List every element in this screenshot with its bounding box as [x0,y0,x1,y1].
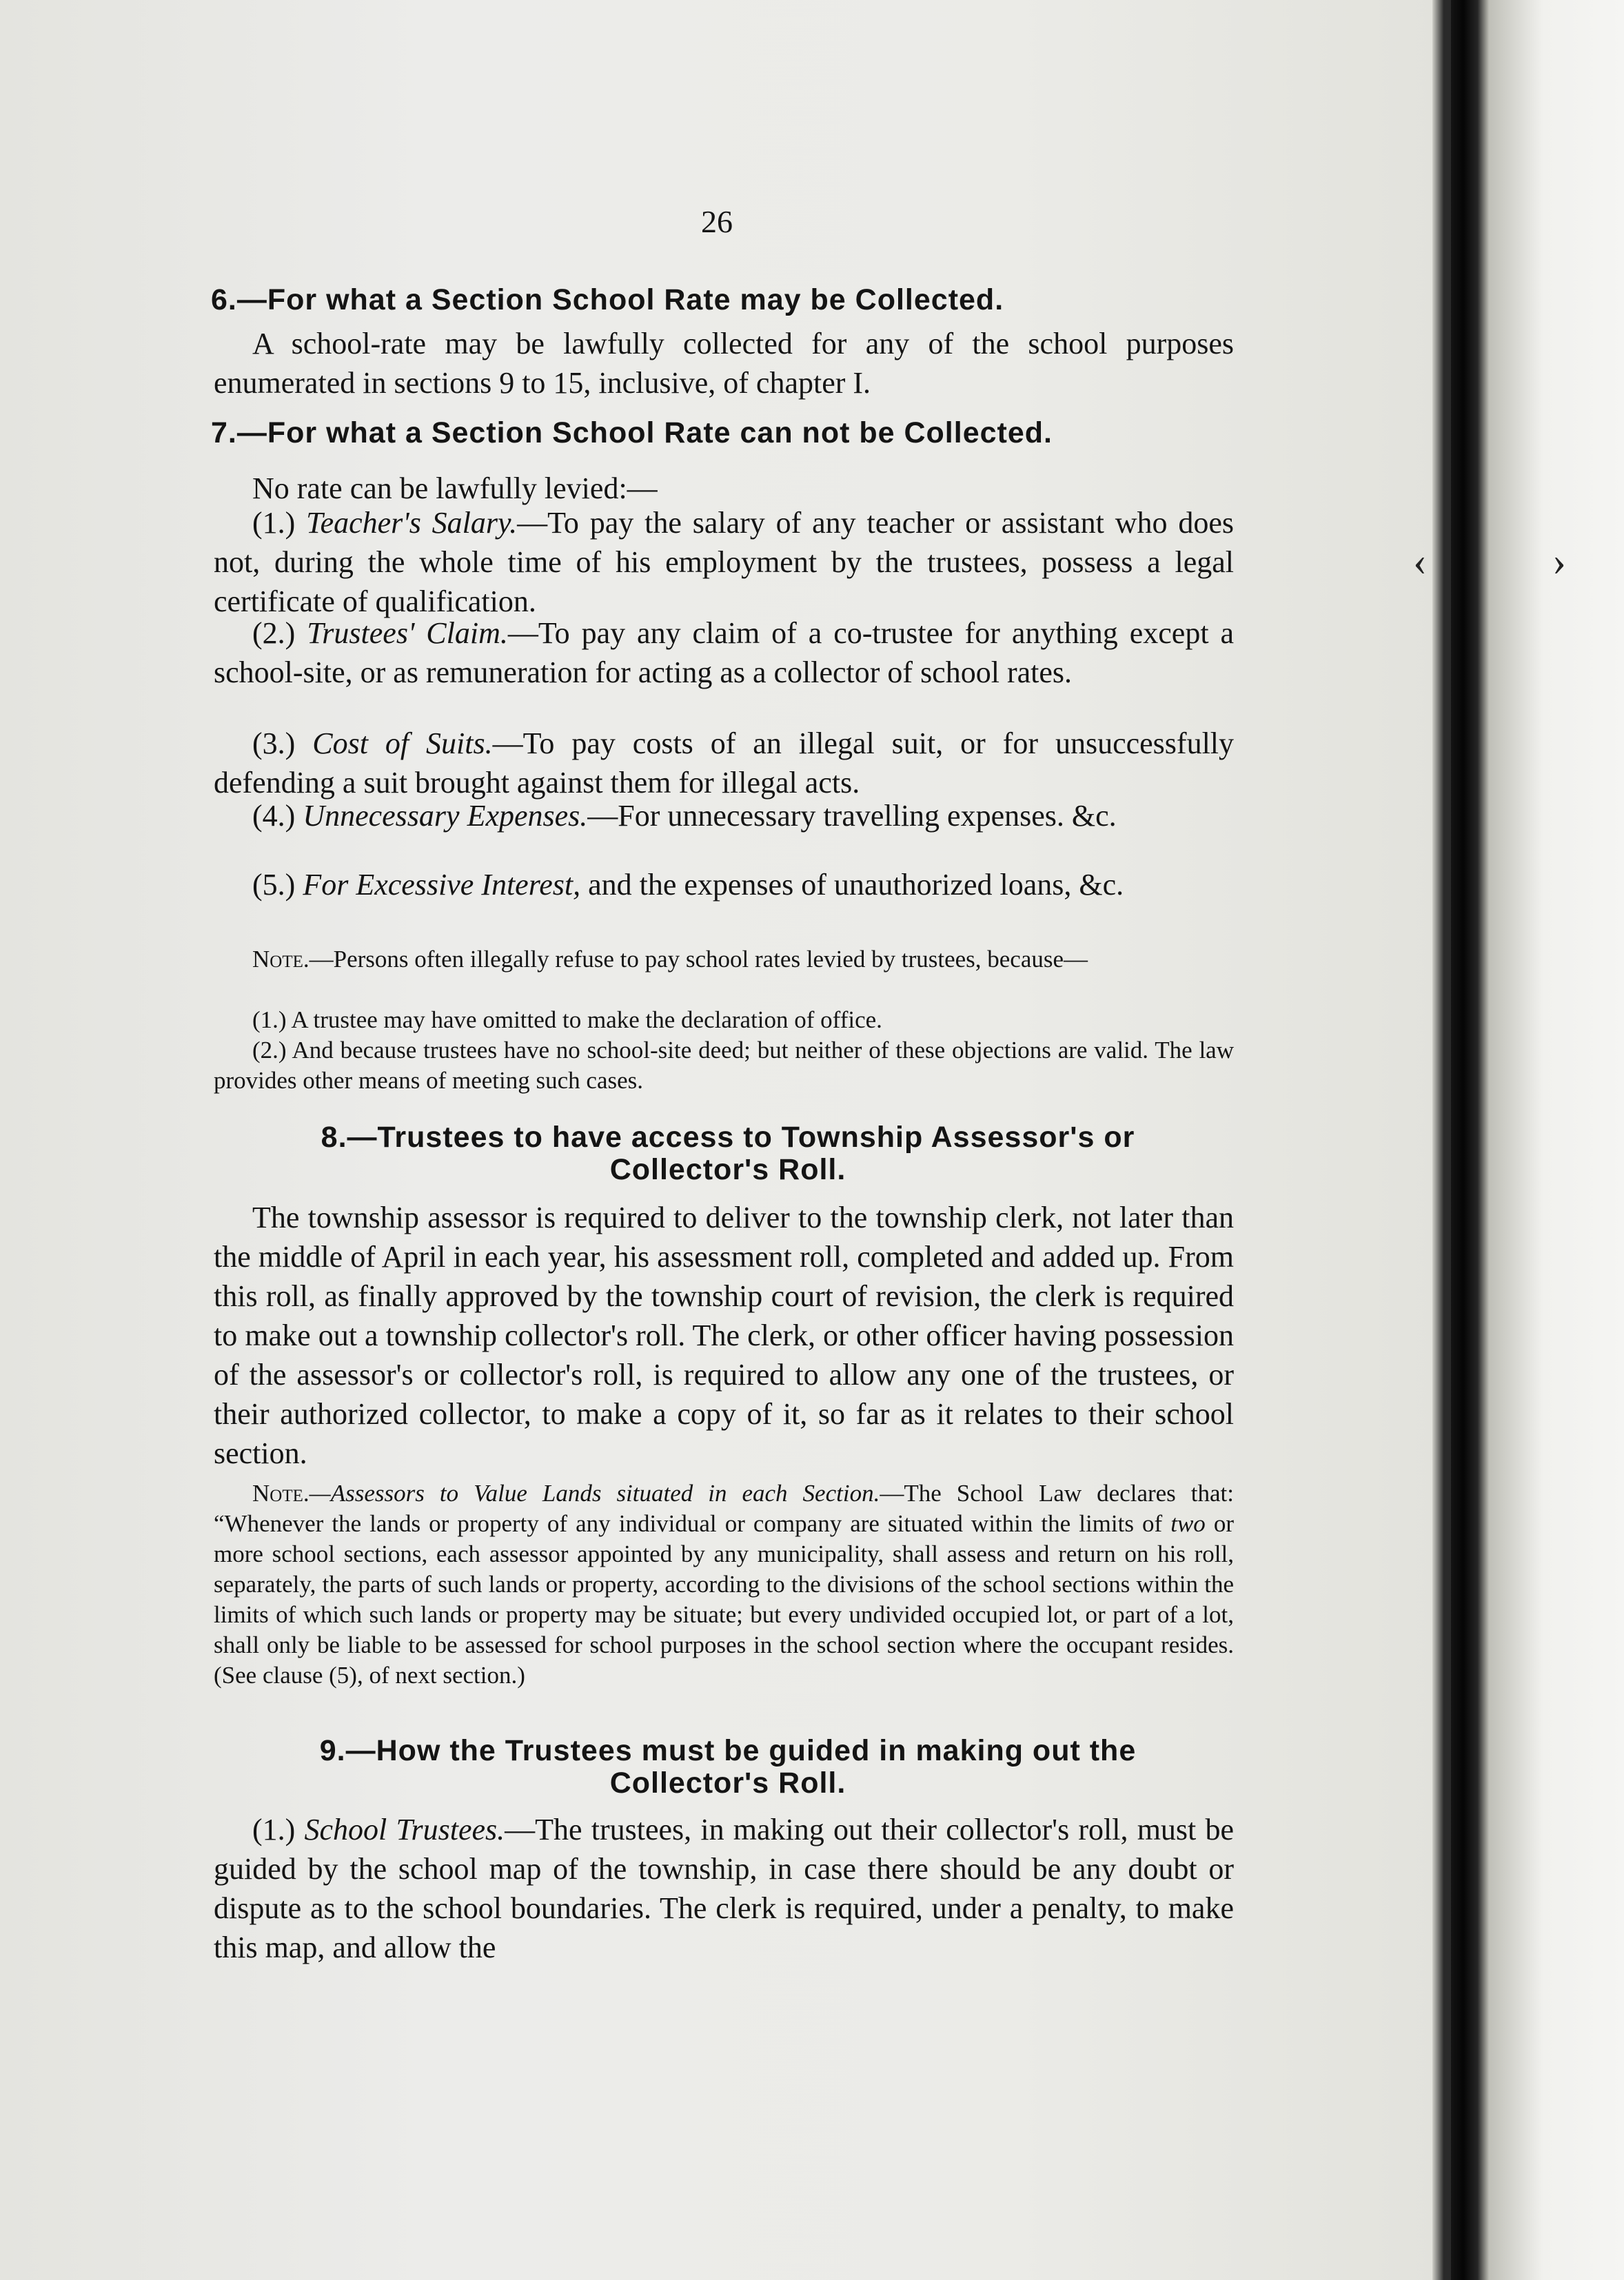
item-number: (4.) [252,799,296,833]
section-7-item-4 [214,796,1234,835]
item-title: Cost of Suits. [312,726,493,760]
section-9-item-1 [214,1810,1234,1967]
section-9-heading-line-1: 9.—How the Trustees must be guided in making out the [319,1734,1137,1767]
item-text: —To pay costs of an illegal suit, or for unsuccessfully defending a suit brought against them for illegal acts. [214,726,1235,800]
section-7-item-5 [214,865,1234,904]
section-7-item-1 [214,503,1234,621]
note-item-2: (2.) And because trustees have no school-site deed; but neither of these objections are valid. The law provides other means of meeting such cases. [214,1037,1234,1094]
item-text: and the expenses of unauthorized loans, &c. [580,868,1124,902]
section-8-heading-line-2: Collector's Roll. [609,1153,846,1186]
item-text: —The trustees, in making out their collector's roll, must be guided by the school map of the township, in case there should be any doubt or dispute as to the school boundaries. The clerk is required, under a penalty, to make this map, and allow the [214,1813,1235,1964]
section-8-note [214,1478,1234,1691]
section-7-note [214,944,1234,975]
section-6-heading: 6.—For what a Section School Rate may be Collected. [211,283,1004,316]
section-7-heading: 7.—For what a Section School Rate can not be Collected. [211,416,1053,449]
page-number: 26 [701,204,733,239]
note-text: or more school sections, each assessor appointed by any municipality, shall assess and return on his roll, separately, the parts of such lands or property, according to the divisions of the school sections within the limits of which such lands or property may be situate; but every undivided occupied lot, or part of a lot, shall only be liable to be assessed for school purposes in the school section where the occupant resides. (See clause (5), of next section.) [214,1510,1234,1689]
item-text: —To pay any claim of a co-trustee for anything except a school-site, or as remuneration for acting as a collector of school rates. [214,616,1234,689]
binding-mark: › [1552,538,1566,584]
section-9-heading-line-2: Collector's Roll. [609,1767,846,1800]
section-8-body: The township assessor is required to deliver to the township clerk, not later than the middle of April in each year, his assessment roll, completed and added up. From this roll, as finally approved by the township court of revision, the clerk is required to make out a township collector's roll. The clerk, or other officer having possession of the assessor's or collector's roll, is required to allow any one of the trustees, or their authorized collector, to make a copy of it, so far as it relates to their school section. [214,1201,1234,1470]
section-7-item-3 [214,724,1234,802]
section-7-item-2 [214,613,1234,692]
section-7-intro: No rate can be lawfully levied:— [252,471,658,505]
book-spine [1432,0,1489,2280]
adjacent-page-margin [1489,0,1624,2280]
note-intro: —Persons often illegally refuse to pay school rates levied by trustees, because— [309,946,1088,973]
note-title: —Assessors to Value Lands situated in each Section. [309,1480,880,1507]
binding-mark: ‹ [1413,538,1427,584]
item-number: (3.) [252,726,296,760]
item-title: For Excessive Interest, [303,868,581,902]
item-text: —For unnecessary travelling expenses. &c. [587,799,1117,833]
note-item-1: (1.) A trustee may have omitted to make the declaration of office. [252,1006,882,1033]
item-title: Teacher's Salary. [306,506,518,540]
item-text: —To pay the salary of any teacher or assistant who does not, during the whole time of his employment by the trustees, possess a legal certificate of qualification. [214,506,1235,618]
page-edge [1444,0,1451,2280]
note-label: Note. [252,1480,309,1507]
item-title: Unnecessary Expenses. [303,799,588,833]
section-8-heading-line-1: 8.—Trustees to have access to Township Assessor's or [321,1121,1135,1154]
item-number: (5.) [252,868,296,902]
note-label: Note. [252,946,309,973]
item-title: Trustees' Claim. [307,616,508,650]
item-number: (1.) [252,506,296,540]
item-title: School Trustees. [304,1813,505,1846]
note-text: —The School Law declares that: “Whenever the lands or property of any individual or company are situated within the limits of [214,1480,1234,1537]
item-number: (2.) [252,616,296,650]
note-emphasis: two [1170,1510,1206,1537]
section-6-body: A school-rate may be lawfully collected for any of the school purposes enumerated in sections 9 to 15, inclusive, of chapter I. [214,327,1234,400]
item-number: (1.) [252,1813,296,1846]
